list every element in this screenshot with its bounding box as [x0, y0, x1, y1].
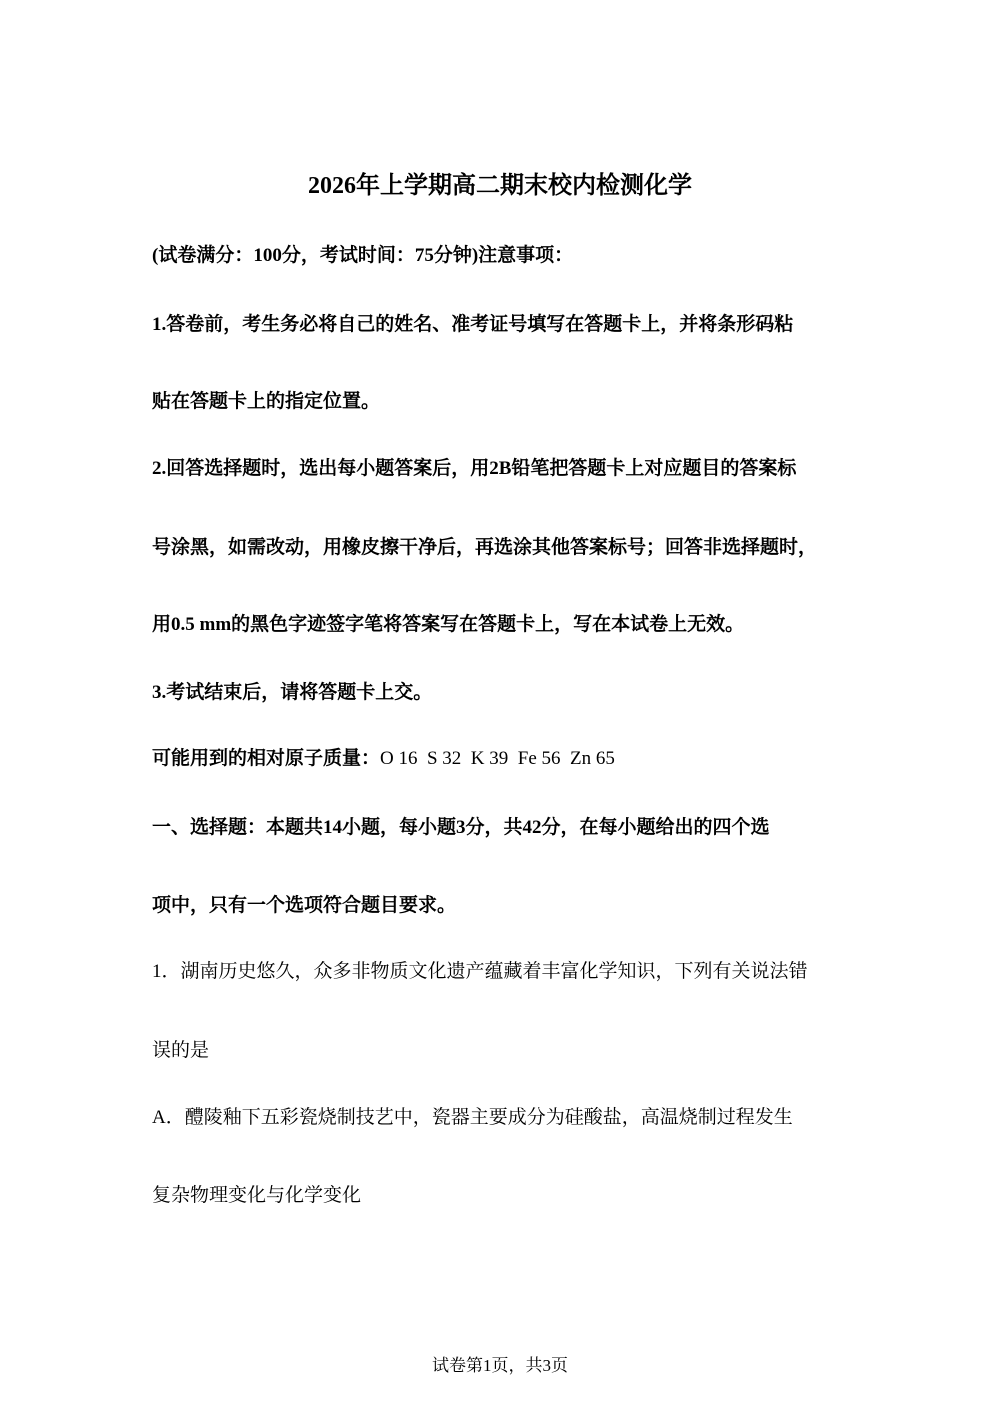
note-line: 用0.5 mm的黑色字迹签字笔将答案写在答题卡上，写在本试卷上无效。: [152, 614, 745, 635]
atomic-mass-label: 可能用到的相对原子质量：: [152, 748, 381, 769]
note-line: 贴在答题卡上的指定位置。: [152, 391, 381, 412]
note-line: 1.答卷前，考生务必将自己的姓名、准考证号填写在答题卡上，并将条形码粘: [152, 314, 794, 335]
page-footer: 试卷第1页，共3页: [432, 1356, 568, 1375]
question-stem: 1．湖南历史悠久，众多非物质文化遗产蕴藏着丰富化学知识，下列有关说法错: [152, 961, 808, 982]
atomic-mass-values: O 16 S 32 K 39 Fe 56 Zn 65: [380, 748, 615, 769]
atomic-mass-line: [152, 746, 615, 772]
section-heading: 一、选择题：本题共14小题，每小题3分，共42分，在每小题给出的四个选: [152, 817, 770, 838]
note-line: 2.回答选择题时，选出每小题答案后，用2B铅笔把答题卡上对应题目的答案标: [152, 458, 797, 479]
exam-info: (试卷满分：100分，考试时间：75分钟)注意事项：: [152, 245, 574, 266]
note-line: 号涂黑，如需改动，用橡皮擦干净后，再选涂其他答案标号；回答非选择题时，: [152, 537, 818, 558]
page-title: 2026年上学期高二期末校内检测化学: [308, 173, 692, 199]
option-a: 复杂物理变化与化学变化: [152, 1185, 362, 1206]
option-a: A．醴陵釉下五彩瓷烧制技艺中，瓷器主要成分为硅酸盐，高温烧制过程发生: [152, 1107, 793, 1128]
section-heading: 项中，只有一个选项符合题目要求。: [152, 895, 457, 916]
note-line: 3.考试结束后，请将答题卡上交。: [152, 682, 433, 703]
question-stem: 误的是: [152, 1040, 210, 1061]
